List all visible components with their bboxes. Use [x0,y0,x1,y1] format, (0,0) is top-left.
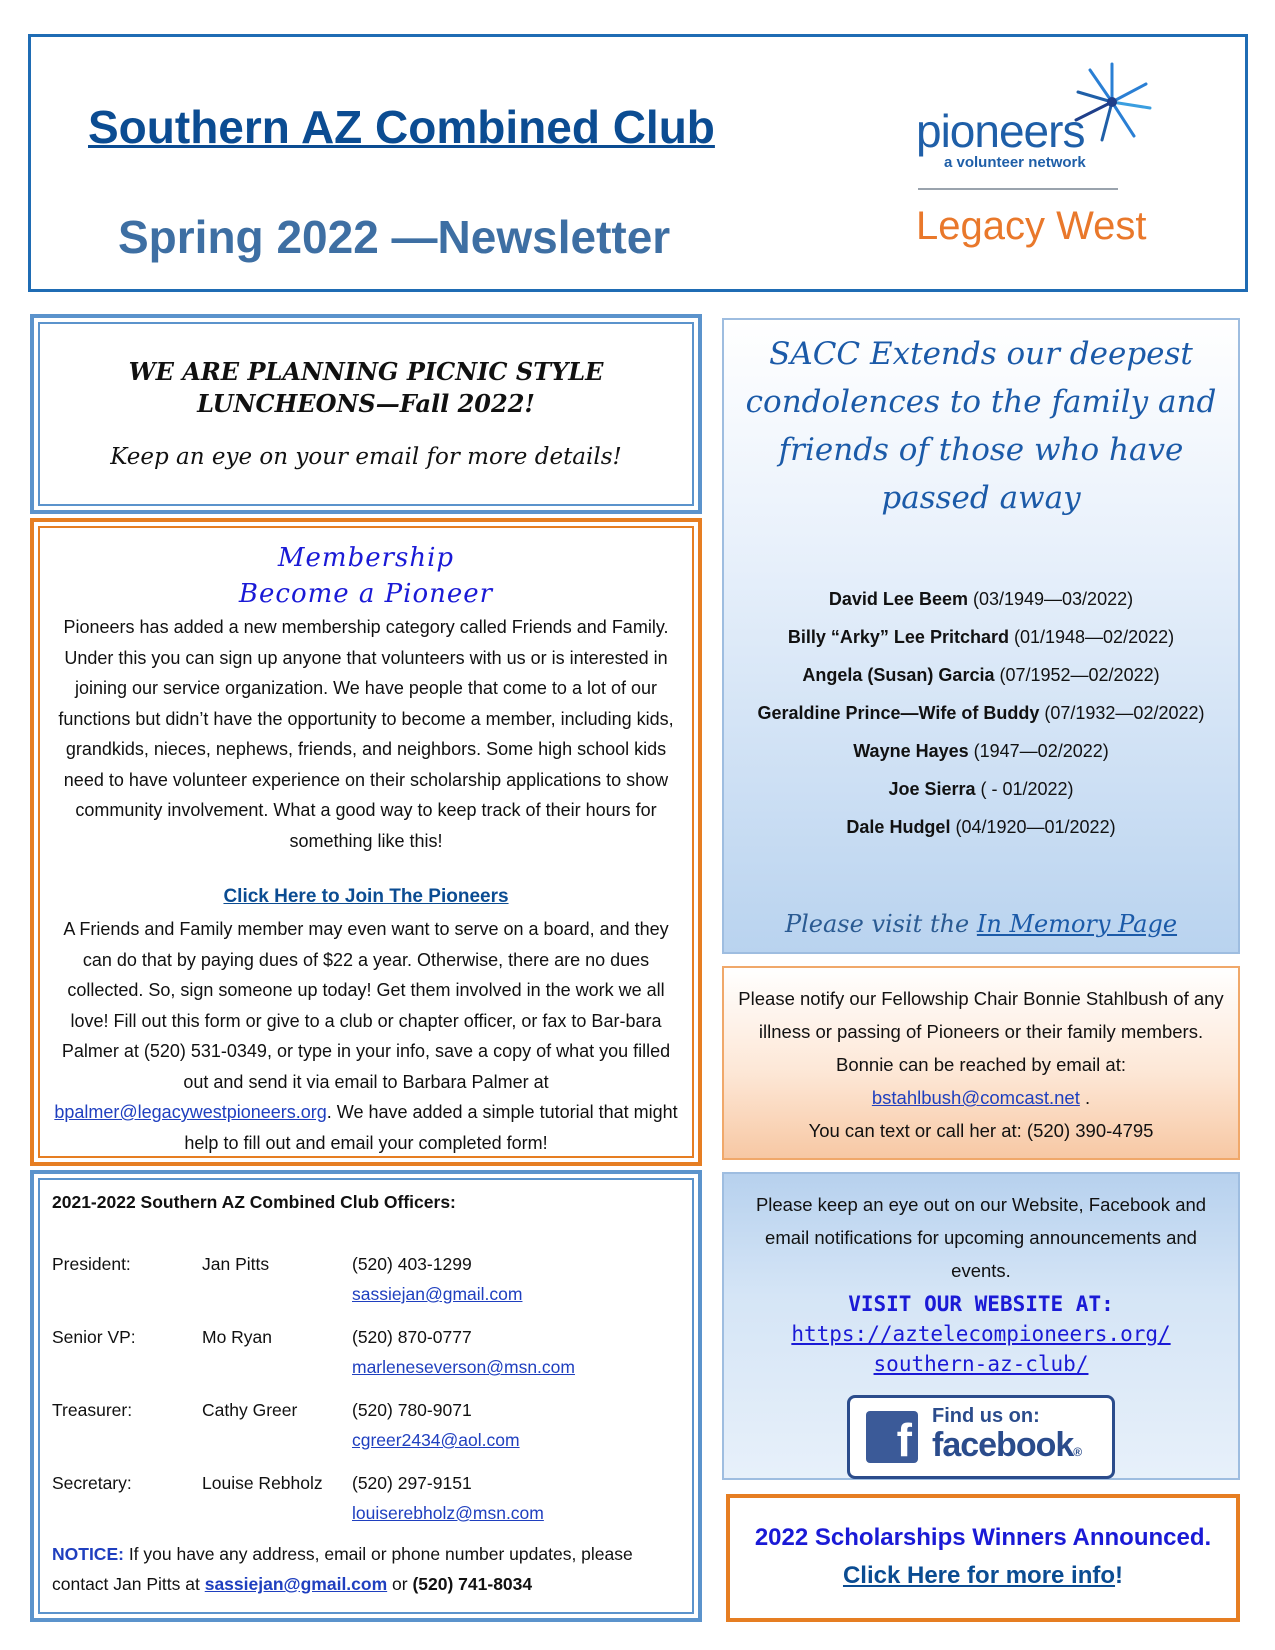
officer-email-link[interactable]: sassiejan@gmail.com [352,1284,523,1304]
officer-row [52,1322,680,1395]
condolences-title: SACC Extends our deepest condolences to the family and friends of those who have passed away [745,336,1217,516]
fellowship-text: Please notify our Fellowship Chair Bonnie Stahlbush of any illness or passing of Pioneers or their family members. Bonnie can be reached by email at: [738,988,1224,1075]
registered-mark: ® [1073,1444,1082,1459]
list-item [724,770,1238,808]
officer-row [52,1395,680,1468]
scholarships-info-link[interactable]: Click Here for more info [842,1562,1116,1589]
deceased-name: Geraldine Prince—Wife of Buddy [757,703,1040,723]
facebook-wordmark [932,1427,1081,1470]
officer-email-link[interactable]: marleneseverson@msn.com [352,1357,575,1377]
picnic-heading [40,356,692,420]
deceased-dates: (04/1920—01/2022) [950,817,1116,837]
membership-paragraph-2 [50,914,682,1158]
join-pioneers-link[interactable]: Click Here to Join The Pioneers [223,886,509,907]
barbara-email-link[interactable]: bpalmer@legacywestpioneers.org [54,1102,327,1122]
starburst-icon [1072,62,1152,142]
officers-inner-border [38,1178,694,1614]
notice-or: or [387,1574,413,1594]
officer-role: Treasurer: [52,1400,133,1420]
deceased-dates: (03/1949—03/2022) [967,589,1134,609]
fellowship-phone: You can text or call her at: (520) 390-4795 [808,1120,1154,1141]
facebook-badge-button[interactable] [847,1395,1115,1479]
notice-label: NOTICE: [52,1544,124,1564]
membership-title: Membership [277,543,455,573]
deceased-name: Billy “Arky” Lee Pritchard [787,627,1009,647]
list-item [724,580,1238,618]
notice-text: If you have any address, email or phone number updates, please contact Jan Pitts at [52,1544,633,1594]
list-item [724,656,1238,694]
officer-contact [352,1468,544,1541]
deceased-list [724,580,1238,846]
picnic-note: Keep an eye on your email for more details! [110,444,622,470]
deceased-name: Dale Hudgel [846,817,951,837]
deceased-dates: (1947—02/2022) [968,741,1109,761]
website-section [722,1172,1240,1480]
officer-name: Cathy Greer [202,1400,298,1420]
membership-inner-border [38,526,694,1158]
deceased-name: David Lee Beem [828,589,968,609]
deceased-dates: (07/1932—02/2022) [1039,703,1205,723]
picnic-heading-line1: WE ARE PLANNING PICNIC STYLE [128,357,604,386]
pioneers-logo-wordmark: pioneers [916,105,1085,157]
membership-paragraph-2-text: A Friends and Family member may even want to serve on a board, and they can do that by paying dues of $22 a year. Otherwise, there are no dues collected. So, sign someone up today! Get them involved in the work we all love! Fill out this form or give to a club or chapter officer, or fax to Bar-bara Palmer at (520) 531-0349, or type in your info, save a copy of what you filled out and send it via email to Barbara Palmer at [61,919,671,1092]
deceased-dates: ( - 01/2022) [975,779,1074,799]
officer-role: President: [52,1254,131,1274]
membership-paragraph-2-end: . We have added a simple tutorial that might help to fill out and email your completed form! [184,1102,678,1153]
website-url-line1: https://aztelecompioneers.org/ [791,1322,1171,1346]
logo-divider [918,188,1118,190]
officer-contact [352,1395,520,1468]
deceased-name: Joe Sierra [888,779,976,799]
facebook-badge-text [932,1405,1081,1470]
fellowship-email-suffix: . [1079,1087,1091,1108]
picnic-announcement [30,314,702,514]
officer-email-link[interactable]: louiserebholz@msn.com [352,1503,544,1523]
officer-phone: (520) 297-9151 [352,1473,472,1493]
fellowship-notice [722,966,1240,1160]
deceased-dates: (07/1952—02/2022) [994,665,1160,685]
membership-subtitle: Become a Pioneer [238,579,494,609]
notice-email-link[interactable]: sassiejan@gmail.com [204,1574,388,1594]
list-item [724,732,1238,770]
newsletter-title: Spring 2022 —Newsletter [118,211,671,263]
website-url-line2: southern-az-club/ [873,1352,1089,1376]
list-item [724,618,1238,656]
officer-name: Mo Ryan [202,1327,273,1347]
website-visit-label: VISIT OUR WEBSITE AT: [848,1292,1114,1316]
condolences-section [722,318,1240,954]
deceased-dates: (01/1948—02/2022) [1008,627,1175,647]
officer-role: Senior VP: [52,1327,136,1347]
facebook-icon: f [866,1411,918,1463]
memory-visit-text: Please visit the [784,910,977,938]
officers-notice [52,1539,680,1599]
website-text: Please keep an eye out on our Website, Facebook and email notifications for upcoming announcements and events. [755,1194,1207,1281]
in-memory-page-link[interactable]: In Memory Page [976,910,1178,938]
officer-phone: (520) 870-0777 [352,1327,472,1347]
scholarships-link-suffix: ! [1115,1562,1124,1589]
facebook-brand: facebook [932,1425,1074,1464]
scholarships-section [726,1494,1240,1622]
fellowship-email-link[interactable]: bstahlbush@comcast.net [871,1087,1080,1108]
legacy-west-wordmark: Legacy West [916,204,1147,248]
officer-row [52,1468,680,1541]
pioneers-logo-tagline: a volunteer network [944,154,1086,171]
officer-role: Secretary: [52,1473,132,1493]
scholarships-title: 2022 Scholarships Winners Announced. [754,1524,1212,1551]
fellowship-email-line [724,1081,1238,1114]
notice-phone: (520) 741-8034 [412,1574,533,1594]
deceased-name: Angela (Susan) Garcia [802,665,995,685]
facebook-find-us: Find us on: [932,1404,1040,1427]
officer-email-link[interactable]: cgreer2434@aol.com [352,1430,520,1450]
membership-paragraph: Pioneers has added a new membership category called Friends and Family. Under this you can sign up anyone that volunteers with us or is interested in joining our service organization. We have people that come to a lot of our functions but didn’t have the opportunity to become a member, including kids, grandkids, nieces, nephews, friends, and neighbors. Some high school kids need to have volunteer experience on their scholarship applications to show community involvement. What a good way to keep track of their hours for something like this! [58,617,674,851]
list-item [724,808,1238,846]
membership-section [30,518,702,1166]
officers-section [30,1170,702,1622]
scholarships-link-line [730,1554,1236,1598]
officer-contact [352,1322,575,1395]
officer-contact [352,1249,522,1322]
deceased-name: Wayne Hayes [853,741,969,761]
officers-title: 2021-2022 Southern AZ Combined Club Officers: [52,1192,456,1212]
list-item [724,694,1238,732]
memory-page-line [724,910,1238,938]
officer-name: Louise Rebholz [202,1473,323,1493]
officer-row [52,1249,680,1322]
officer-phone: (520) 403-1299 [352,1254,472,1274]
website-url-link[interactable] [724,1319,1238,1379]
officer-name: Jan Pitts [202,1254,270,1274]
picnic-inner-border [38,322,694,506]
officer-phone: (520) 780-9071 [352,1400,472,1420]
picnic-heading-line2: LUNCHEONS—Fall 2022! [197,389,535,418]
club-title: Southern AZ Combined Club [88,101,715,153]
